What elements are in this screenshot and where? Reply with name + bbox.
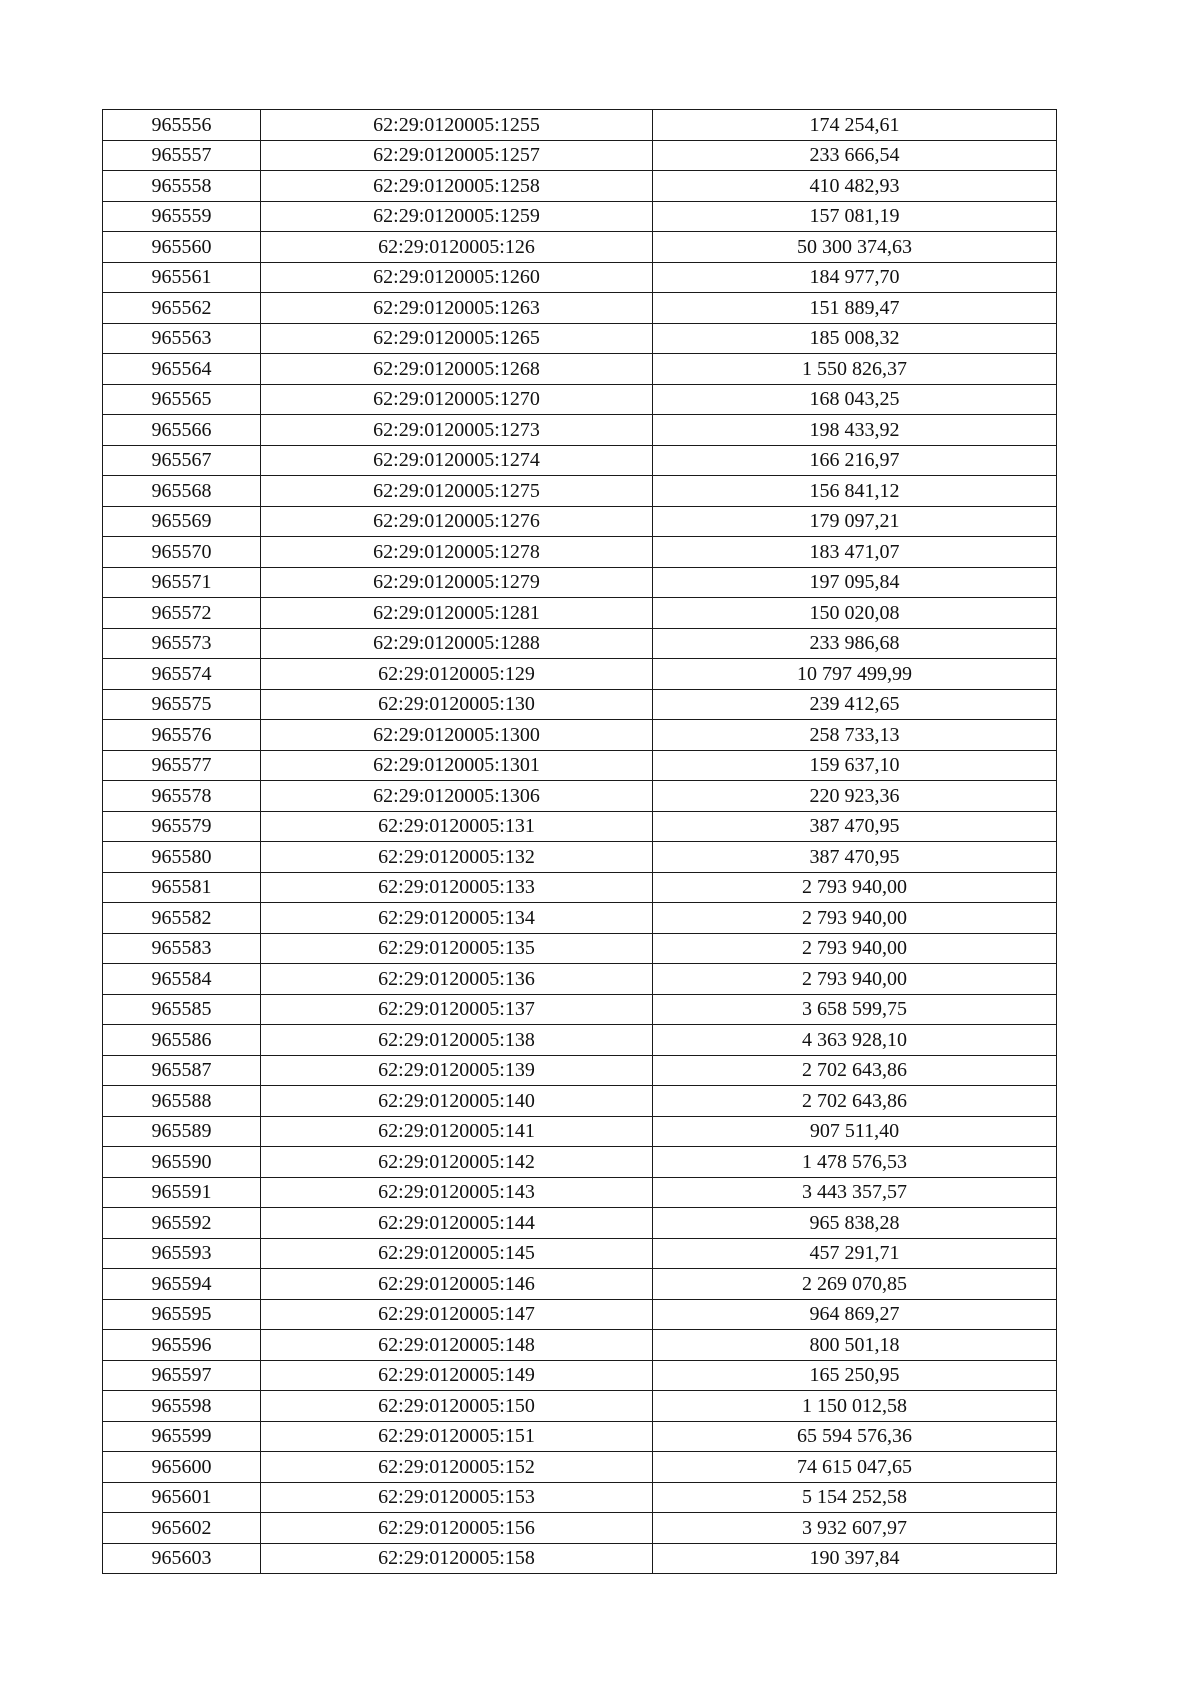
cadastral-value-cell: 197 095,84 bbox=[653, 567, 1057, 598]
cadastral-number-cell: 62:29:0120005:1258 bbox=[261, 171, 653, 202]
row-number-cell: 965566 bbox=[103, 415, 261, 446]
cadastral-value-cell: 457 291,71 bbox=[653, 1238, 1057, 1269]
cadastral-value-cell: 239 412,65 bbox=[653, 689, 1057, 720]
cadastral-value-cell: 185 008,32 bbox=[653, 323, 1057, 354]
row-number-cell: 965578 bbox=[103, 781, 261, 812]
cadastral-value-cell: 50 300 374,63 bbox=[653, 232, 1057, 263]
cadastral-value-cell: 179 097,21 bbox=[653, 506, 1057, 537]
table-row bbox=[103, 1543, 1057, 1574]
cadastral-value-cell: 258 733,13 bbox=[653, 720, 1057, 751]
cadastral-number-cell: 62:29:0120005:153 bbox=[261, 1482, 653, 1513]
cadastral-number-cell: 62:29:0120005:138 bbox=[261, 1025, 653, 1056]
cadastral-number-cell: 62:29:0120005:143 bbox=[261, 1177, 653, 1208]
cadastral-value-cell: 159 637,10 bbox=[653, 750, 1057, 781]
cadastral-value-cell: 65 594 576,36 bbox=[653, 1421, 1057, 1452]
row-number-cell: 965597 bbox=[103, 1360, 261, 1391]
table-row bbox=[103, 140, 1057, 171]
cadastral-value-cell: 2 702 643,86 bbox=[653, 1086, 1057, 1117]
row-number-cell: 965600 bbox=[103, 1452, 261, 1483]
row-number-cell: 965573 bbox=[103, 628, 261, 659]
cadastral-number-cell: 62:29:0120005:156 bbox=[261, 1513, 653, 1544]
cadastral-number-cell: 62:29:0120005:137 bbox=[261, 994, 653, 1025]
row-number-cell: 965579 bbox=[103, 811, 261, 842]
table-row bbox=[103, 842, 1057, 873]
cadastral-number-cell: 62:29:0120005:126 bbox=[261, 232, 653, 263]
cadastral-value-cell: 2 702 643,86 bbox=[653, 1055, 1057, 1086]
cadastral-value-cell: 2 793 940,00 bbox=[653, 872, 1057, 903]
cadastral-value-cell: 190 397,84 bbox=[653, 1543, 1057, 1574]
cadastral-number-cell: 62:29:0120005:146 bbox=[261, 1269, 653, 1300]
table-row bbox=[103, 964, 1057, 995]
table-row bbox=[103, 1269, 1057, 1300]
table-row bbox=[103, 1147, 1057, 1178]
cadastral-value-cell: 3 658 599,75 bbox=[653, 994, 1057, 1025]
row-number-cell: 965592 bbox=[103, 1208, 261, 1239]
row-number-cell: 965569 bbox=[103, 506, 261, 537]
table-row bbox=[103, 628, 1057, 659]
row-number-cell: 965575 bbox=[103, 689, 261, 720]
table-row bbox=[103, 293, 1057, 324]
table-row bbox=[103, 1116, 1057, 1147]
cadastral-number-cell: 62:29:0120005:1281 bbox=[261, 598, 653, 629]
cadastral-value-cell: 168 043,25 bbox=[653, 384, 1057, 415]
row-number-cell: 965574 bbox=[103, 659, 261, 690]
cadastral-value-cell: 2 793 940,00 bbox=[653, 903, 1057, 934]
cadastral-value-cell: 5 154 252,58 bbox=[653, 1482, 1057, 1513]
table-row bbox=[103, 445, 1057, 476]
row-number-cell: 965602 bbox=[103, 1513, 261, 1544]
cadastral-value-cell: 74 615 047,65 bbox=[653, 1452, 1057, 1483]
table-row bbox=[103, 201, 1057, 232]
table-row bbox=[103, 506, 1057, 537]
cadastral-number-cell: 62:29:0120005:142 bbox=[261, 1147, 653, 1178]
cadastral-value-cell: 10 797 499,99 bbox=[653, 659, 1057, 690]
cadastral-value-cell: 387 470,95 bbox=[653, 811, 1057, 842]
cadastral-value-cell: 165 250,95 bbox=[653, 1360, 1057, 1391]
cadastral-value-cell: 3 932 607,97 bbox=[653, 1513, 1057, 1544]
row-number-cell: 965599 bbox=[103, 1421, 261, 1452]
row-number-cell: 965603 bbox=[103, 1543, 261, 1574]
cadastral-value-cell: 907 511,40 bbox=[653, 1116, 1057, 1147]
table-row bbox=[103, 1055, 1057, 1086]
cadastral-number-cell: 62:29:0120005:1306 bbox=[261, 781, 653, 812]
table-row bbox=[103, 811, 1057, 842]
table-row bbox=[103, 1391, 1057, 1422]
row-number-cell: 965556 bbox=[103, 110, 261, 141]
table-body bbox=[103, 110, 1057, 1574]
cadastral-number-cell: 62:29:0120005:129 bbox=[261, 659, 653, 690]
row-number-cell: 965595 bbox=[103, 1299, 261, 1330]
cadastral-number-cell: 62:29:0120005:1255 bbox=[261, 110, 653, 141]
row-number-cell: 965580 bbox=[103, 842, 261, 873]
cadastral-number-cell: 62:29:0120005:1275 bbox=[261, 476, 653, 507]
table-row bbox=[103, 1177, 1057, 1208]
cadastral-number-cell: 62:29:0120005:133 bbox=[261, 872, 653, 903]
table-row bbox=[103, 1238, 1057, 1269]
row-number-cell: 965588 bbox=[103, 1086, 261, 1117]
cadastral-number-cell: 62:29:0120005:139 bbox=[261, 1055, 653, 1086]
cadastral-value-cell: 410 482,93 bbox=[653, 171, 1057, 202]
table-row bbox=[103, 903, 1057, 934]
table-row bbox=[103, 1330, 1057, 1361]
cadastral-number-cell: 62:29:0120005:149 bbox=[261, 1360, 653, 1391]
row-number-cell: 965557 bbox=[103, 140, 261, 171]
cadastral-value-cell: 1 550 826,37 bbox=[653, 354, 1057, 385]
row-number-cell: 965591 bbox=[103, 1177, 261, 1208]
cadastral-value-cell: 220 923,36 bbox=[653, 781, 1057, 812]
cadastral-value-table bbox=[102, 109, 1057, 1574]
row-number-cell: 965570 bbox=[103, 537, 261, 568]
cadastral-value-cell: 964 869,27 bbox=[653, 1299, 1057, 1330]
cadastral-number-cell: 62:29:0120005:1279 bbox=[261, 567, 653, 598]
table-row bbox=[103, 1086, 1057, 1117]
table-row bbox=[103, 1299, 1057, 1330]
row-number-cell: 965558 bbox=[103, 171, 261, 202]
row-number-cell: 965567 bbox=[103, 445, 261, 476]
cadastral-number-cell: 62:29:0120005:1301 bbox=[261, 750, 653, 781]
cadastral-number-cell: 62:29:0120005:145 bbox=[261, 1238, 653, 1269]
row-number-cell: 965593 bbox=[103, 1238, 261, 1269]
cadastral-number-cell: 62:29:0120005:1276 bbox=[261, 506, 653, 537]
cadastral-value-cell: 2 269 070,85 bbox=[653, 1269, 1057, 1300]
cadastral-value-cell: 151 889,47 bbox=[653, 293, 1057, 324]
cadastral-value-cell: 4 363 928,10 bbox=[653, 1025, 1057, 1056]
cadastral-number-cell: 62:29:0120005:152 bbox=[261, 1452, 653, 1483]
cadastral-number-cell: 62:29:0120005:1274 bbox=[261, 445, 653, 476]
row-number-cell: 965572 bbox=[103, 598, 261, 629]
table-row bbox=[103, 994, 1057, 1025]
table-row bbox=[103, 750, 1057, 781]
cadastral-value-cell: 965 838,28 bbox=[653, 1208, 1057, 1239]
table-row bbox=[103, 720, 1057, 751]
table-row bbox=[103, 1025, 1057, 1056]
cadastral-number-cell: 62:29:0120005:132 bbox=[261, 842, 653, 873]
row-number-cell: 965568 bbox=[103, 476, 261, 507]
cadastral-number-cell: 62:29:0120005:130 bbox=[261, 689, 653, 720]
row-number-cell: 965559 bbox=[103, 201, 261, 232]
table-row bbox=[103, 781, 1057, 812]
cadastral-number-cell: 62:29:0120005:1273 bbox=[261, 415, 653, 446]
row-number-cell: 965577 bbox=[103, 750, 261, 781]
table-row bbox=[103, 415, 1057, 446]
row-number-cell: 965598 bbox=[103, 1391, 261, 1422]
cadastral-number-cell: 62:29:0120005:1270 bbox=[261, 384, 653, 415]
cadastral-number-cell: 62:29:0120005:147 bbox=[261, 1299, 653, 1330]
cadastral-value-cell: 1 478 576,53 bbox=[653, 1147, 1057, 1178]
cadastral-value-cell: 2 793 940,00 bbox=[653, 964, 1057, 995]
row-number-cell: 965596 bbox=[103, 1330, 261, 1361]
table-row bbox=[103, 1360, 1057, 1391]
table-row bbox=[103, 354, 1057, 385]
table-row bbox=[103, 232, 1057, 263]
row-number-cell: 965585 bbox=[103, 994, 261, 1025]
row-number-cell: 965560 bbox=[103, 232, 261, 263]
cadastral-number-cell: 62:29:0120005:150 bbox=[261, 1391, 653, 1422]
cadastral-value-cell: 150 020,08 bbox=[653, 598, 1057, 629]
cadastral-number-cell: 62:29:0120005:1260 bbox=[261, 262, 653, 293]
cadastral-value-cell: 233 666,54 bbox=[653, 140, 1057, 171]
cadastral-number-cell: 62:29:0120005:1263 bbox=[261, 293, 653, 324]
cadastral-number-cell: 62:29:0120005:1278 bbox=[261, 537, 653, 568]
table-row bbox=[103, 872, 1057, 903]
cadastral-number-cell: 62:29:0120005:144 bbox=[261, 1208, 653, 1239]
table-row bbox=[103, 933, 1057, 964]
cadastral-number-cell: 62:29:0120005:141 bbox=[261, 1116, 653, 1147]
table-row bbox=[103, 1421, 1057, 1452]
cadastral-value-cell: 174 254,61 bbox=[653, 110, 1057, 141]
table-row bbox=[103, 1208, 1057, 1239]
cadastral-number-cell: 62:29:0120005:1259 bbox=[261, 201, 653, 232]
table-row bbox=[103, 689, 1057, 720]
cadastral-number-cell: 62:29:0120005:134 bbox=[261, 903, 653, 934]
table-row bbox=[103, 598, 1057, 629]
row-number-cell: 965562 bbox=[103, 293, 261, 324]
table-row bbox=[103, 1513, 1057, 1544]
cadastral-value-cell: 387 470,95 bbox=[653, 842, 1057, 873]
table-row bbox=[103, 1452, 1057, 1483]
cadastral-value-cell: 198 433,92 bbox=[653, 415, 1057, 446]
cadastral-number-cell: 62:29:0120005:151 bbox=[261, 1421, 653, 1452]
table-row bbox=[103, 1482, 1057, 1513]
cadastral-number-cell: 62:29:0120005:148 bbox=[261, 1330, 653, 1361]
row-number-cell: 965583 bbox=[103, 933, 261, 964]
cadastral-value-cell: 2 793 940,00 bbox=[653, 933, 1057, 964]
row-number-cell: 965589 bbox=[103, 1116, 261, 1147]
cadastral-number-cell: 62:29:0120005:158 bbox=[261, 1543, 653, 1574]
cadastral-number-cell: 62:29:0120005:135 bbox=[261, 933, 653, 964]
row-number-cell: 965586 bbox=[103, 1025, 261, 1056]
row-number-cell: 965590 bbox=[103, 1147, 261, 1178]
cadastral-value-cell: 156 841,12 bbox=[653, 476, 1057, 507]
table-row bbox=[103, 384, 1057, 415]
cadastral-number-cell: 62:29:0120005:136 bbox=[261, 964, 653, 995]
row-number-cell: 965587 bbox=[103, 1055, 261, 1086]
row-number-cell: 965561 bbox=[103, 262, 261, 293]
table-row bbox=[103, 659, 1057, 690]
cadastral-number-cell: 62:29:0120005:1288 bbox=[261, 628, 653, 659]
row-number-cell: 965576 bbox=[103, 720, 261, 751]
cadastral-number-cell: 62:29:0120005:131 bbox=[261, 811, 653, 842]
row-number-cell: 965571 bbox=[103, 567, 261, 598]
table-row bbox=[103, 537, 1057, 568]
table-row bbox=[103, 110, 1057, 141]
row-number-cell: 965581 bbox=[103, 872, 261, 903]
cadastral-value-cell: 184 977,70 bbox=[653, 262, 1057, 293]
cadastral-value-cell: 157 081,19 bbox=[653, 201, 1057, 232]
cadastral-number-cell: 62:29:0120005:1268 bbox=[261, 354, 653, 385]
row-number-cell: 965582 bbox=[103, 903, 261, 934]
row-number-cell: 965601 bbox=[103, 1482, 261, 1513]
table-row bbox=[103, 262, 1057, 293]
cadastral-value-cell: 800 501,18 bbox=[653, 1330, 1057, 1361]
row-number-cell: 965565 bbox=[103, 384, 261, 415]
cadastral-value-cell: 233 986,68 bbox=[653, 628, 1057, 659]
table-row bbox=[103, 323, 1057, 354]
table-row bbox=[103, 171, 1057, 202]
row-number-cell: 965563 bbox=[103, 323, 261, 354]
cadastral-number-cell: 62:29:0120005:1300 bbox=[261, 720, 653, 751]
table-row bbox=[103, 476, 1057, 507]
cadastral-value-cell: 1 150 012,58 bbox=[653, 1391, 1057, 1422]
cadastral-value-cell: 166 216,97 bbox=[653, 445, 1057, 476]
cadastral-value-cell: 183 471,07 bbox=[653, 537, 1057, 568]
row-number-cell: 965584 bbox=[103, 964, 261, 995]
cadastral-value-cell: 3 443 357,57 bbox=[653, 1177, 1057, 1208]
row-number-cell: 965564 bbox=[103, 354, 261, 385]
cadastral-number-cell: 62:29:0120005:1265 bbox=[261, 323, 653, 354]
table-row bbox=[103, 567, 1057, 598]
cadastral-number-cell: 62:29:0120005:1257 bbox=[261, 140, 653, 171]
row-number-cell: 965594 bbox=[103, 1269, 261, 1300]
cadastral-number-cell: 62:29:0120005:140 bbox=[261, 1086, 653, 1117]
